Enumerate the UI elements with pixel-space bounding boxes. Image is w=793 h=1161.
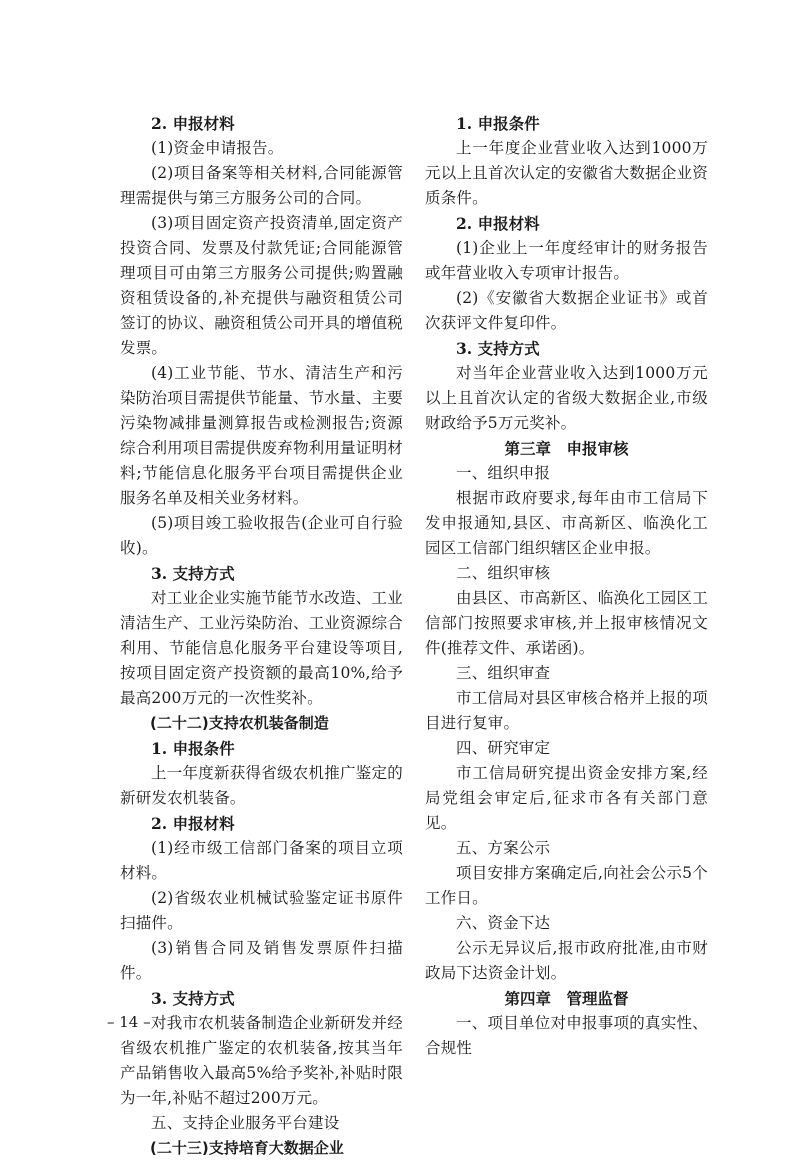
paragraph: 对当年企业营业收入达到1000万元以上且首次认定的省级大数据企业,市级财政给予5万元奖补。	[425, 364, 708, 432]
paragraph: (1)企业上一年度经审计的财务报告或年营业收入专项审计报告。	[425, 239, 708, 282]
paragraph: 五、支持企业服务平台建设	[151, 1114, 340, 1132]
section-heading: 1. 申报条件	[151, 739, 235, 758]
section-heading: (二十三)支持培育大数据企业	[150, 1139, 344, 1157]
section-heading: 2. 申报材料	[456, 214, 540, 233]
paragraph: 根据市政府要求,每年由市工信局下发申报通知,县区、市高新区、临涣化工园区工信部门组织辖区企业申报。	[425, 489, 708, 557]
paragraph: 五、方案公示	[456, 839, 551, 857]
paragraph: 市工信局对县区审核合格并上报的项目进行复审。	[425, 689, 708, 732]
paragraph: 一、项目单位对申报事项的真实性、合规性	[425, 1014, 708, 1057]
section-heading: 2. 申报材料	[151, 814, 235, 833]
paragraph: (4)工业节能、节水、清洁生产和污染防治项目需提供节能量、节水量、主要污染物减排量测算报告或检测报告;资源综合利用项目需提供废弃物利用量证明材料;节能信息化服务平台项目需提供企业服务名单及相关业务材料。	[120, 364, 403, 507]
section-heading: 2. 申报材料	[151, 114, 235, 133]
paragraph: 公示无异议后,报市政府批准,由市财政局下达资金计划。	[425, 939, 708, 982]
paragraph: 六、资金下达	[456, 914, 551, 932]
paragraph: 上一年度新获得省级农机推广鉴定的新研发农机装备。	[120, 764, 403, 807]
paragraph: 四、研究审定	[456, 739, 551, 757]
paragraph: (1)资金申请报告。	[151, 139, 284, 157]
paragraph: (1)经市级工信部门备案的项目立项材料。	[120, 839, 403, 882]
paragraph: 对我市农机装备制造企业新研发并经省级农机推广鉴定的农机装备,按其当年产品销售收入最高5%给予奖补,补贴时限为一年,补贴不超过200万元。	[120, 1014, 403, 1107]
paragraph: 市工信局研究提出资金安排方案,经局党组会审定后,征求市各有关部门意见。	[425, 764, 708, 832]
paragraph: 一、组织申报	[456, 464, 551, 482]
paragraph: 对工业企业实施节能节水改造、工业清洁生产、工业污染防治、工业资源综合利用、节能信息化服务平台建设等项目,按项目固定资产投资额的最高10%,给予最高200万元的一次性奖补。	[120, 589, 403, 707]
left-column	[120, 111, 403, 1161]
chapter-heading: 第三章 申报审核	[504, 439, 629, 458]
section-heading: 1. 申报条件	[456, 114, 540, 133]
paragraph: (2)项目备案等相关材料,合同能源管理需提供与第三方服务公司的合同。	[120, 164, 403, 207]
paragraph: 上一年度企业营业收入达到1000万元以上且首次认定的安徽省大数据企业资质条件。	[425, 139, 708, 207]
section-heading: (二十二)支持农机装备制造	[150, 714, 329, 732]
paragraph: 由县区、市高新区、临涣化工园区工信部门按照要求审核,并上报审核情况文件(推荐文件、承诺函)。	[425, 589, 708, 657]
section-heading: 3. 支持方式	[151, 989, 235, 1008]
page-number: – 14 –	[107, 1013, 151, 1031]
paragraph: (2)《安徽省大数据企业证书》或首次获评文件复印件。	[425, 289, 708, 332]
paragraph: 三、组织审查	[456, 664, 551, 682]
section-heading: 3. 支持方式	[456, 339, 540, 358]
paragraph: (3)销售合同及销售发票原件扫描件。	[120, 939, 403, 982]
right-column	[425, 111, 708, 1061]
section-heading: 3. 支持方式	[151, 564, 235, 583]
chapter-heading: 第四章 管理监督	[504, 989, 629, 1008]
paragraph: 二、组织审核	[456, 564, 551, 582]
paragraph: (5)项目竣工验收报告(企业可自行验收)。	[120, 514, 403, 557]
paragraph: (3)项目固定资产投资清单,固定资产投资合同、发票及付款凭证;合同能源管理项目可由第三方服务公司提供;购置融资租赁设备的,补充提供与融资租赁公司签订的协议、融资租赁公司开具的增值税发票。	[120, 214, 403, 357]
paragraph: (2)省级农业机械试验鉴定证书原件扫描件。	[120, 889, 403, 932]
paragraph: 项目安排方案确定后,向社会公示5个工作日。	[425, 864, 708, 907]
